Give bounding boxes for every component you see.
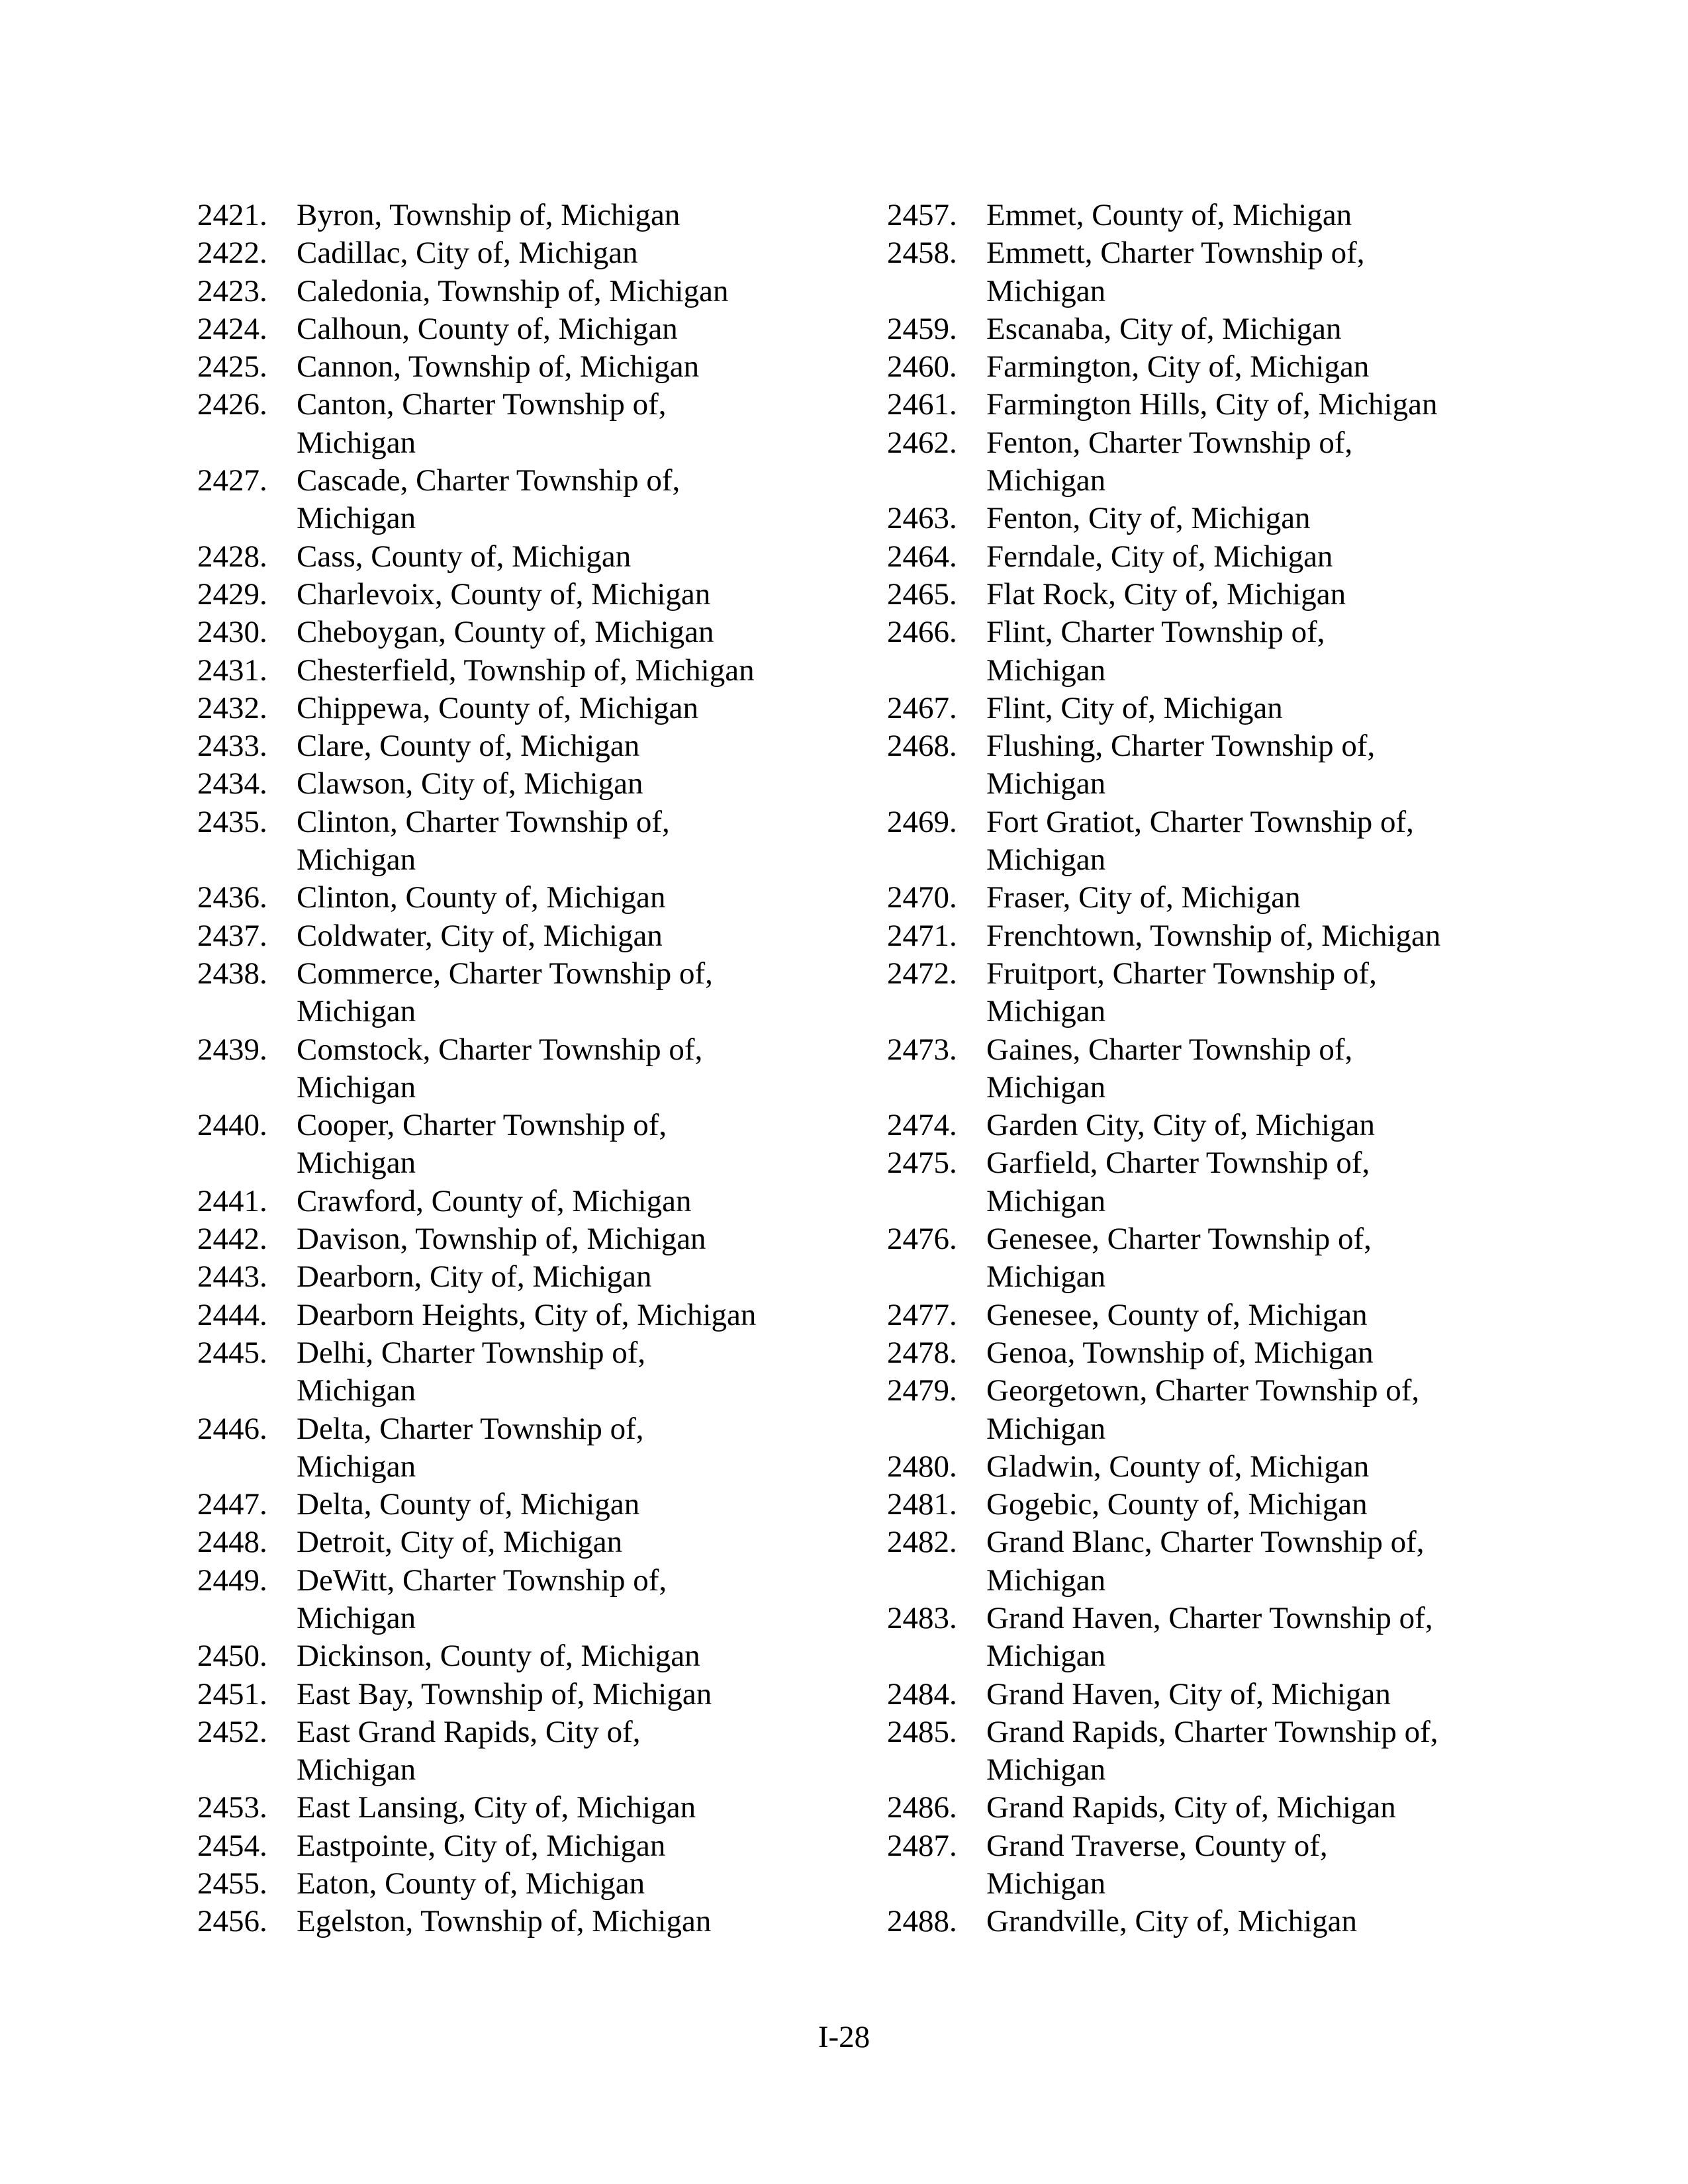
entry-line: Frenchtown, Township of, Michigan [986, 918, 1441, 953]
list-item [197, 1676, 859, 1713]
entry-number: 2466. [887, 615, 957, 650]
entry-text [986, 955, 1503, 1031]
list-item [887, 1713, 1549, 1790]
entry-number: 2470. [887, 880, 957, 915]
list-item [197, 652, 859, 690]
list-item [887, 1107, 1549, 1144]
list-item [197, 955, 859, 1031]
entry-text [297, 1713, 813, 1790]
list-item [887, 386, 1549, 424]
entry-text [986, 348, 1503, 386]
list-item [197, 690, 859, 727]
entry-line: Canton, Charter Township of, [297, 387, 667, 422]
list-item [197, 386, 859, 462]
entry-number: 2432. [197, 690, 267, 725]
entry-line: Clare, County of, Michigan [297, 729, 640, 764]
list-item [197, 462, 859, 538]
entry-line: Detroit, City of, Michigan [297, 1525, 623, 1560]
entry-text [297, 348, 813, 386]
entry-text [986, 1297, 1503, 1334]
entry-line: Chesterfield, Township of, Michigan [297, 653, 755, 688]
list-item [197, 1297, 859, 1334]
entry-line: Michigan [297, 1146, 416, 1181]
entry-number: 2461. [887, 387, 957, 422]
entry-number: 2487. [887, 1828, 957, 1863]
entry-number: 2441. [197, 1183, 267, 1218]
entry-text [986, 1220, 1503, 1297]
list-item [887, 1144, 1549, 1220]
entry-text [986, 234, 1503, 310]
entry-line: Charlevoix, County of, Michigan [297, 576, 711, 612]
list-item [887, 879, 1549, 917]
list-item [197, 1486, 859, 1524]
entry-text [297, 652, 813, 690]
entry-number: 2465. [887, 576, 957, 612]
entry-number: 2477. [887, 1297, 957, 1332]
entry-line: Fenton, City of, Michigan [986, 501, 1311, 536]
entry-text [986, 727, 1503, 803]
entry-number: 2446. [197, 1411, 267, 1446]
list-item [887, 424, 1549, 500]
entry-number: 2472. [887, 956, 957, 991]
entry-line: Grand Rapids, Charter Township of, [986, 1714, 1438, 1749]
list-item [887, 614, 1549, 690]
entry-text [986, 1600, 1503, 1676]
entry-number: 2423. [197, 273, 267, 308]
entry-text [986, 1107, 1503, 1144]
entry-line: Eaton, County of, Michigan [297, 1866, 645, 1901]
entry-number: 2436. [197, 880, 267, 915]
entry-text [986, 1144, 1503, 1220]
entry-text [986, 1486, 1503, 1524]
entry-text [297, 614, 813, 651]
entry-number: 2445. [197, 1335, 267, 1370]
entry-line: DeWitt, Charter Township of, [297, 1563, 667, 1598]
entry-text [297, 1865, 813, 1903]
entry-number: 2457. [887, 198, 957, 232]
entry-line: Calhoun, County of, Michigan [297, 311, 678, 346]
entry-number: 2422. [197, 236, 267, 271]
entry-text [297, 1183, 813, 1220]
list-item [887, 1334, 1549, 1372]
entry-line: Michigan [986, 1639, 1106, 1674]
entry-text [297, 955, 813, 1031]
entry-text [297, 576, 813, 614]
entry-text [297, 1334, 813, 1410]
entry-text [297, 1486, 813, 1524]
entry-number: 2437. [197, 918, 267, 953]
entry-number: 2424. [197, 311, 267, 346]
entry-line: Farmington Hills, City of, Michigan [986, 387, 1438, 422]
entry-line: Michigan [986, 1183, 1106, 1218]
list-item [197, 917, 859, 955]
entry-line: Ferndale, City of, Michigan [986, 539, 1333, 574]
entry-number: 2480. [887, 1449, 957, 1484]
list-item [197, 1903, 859, 1940]
list-item [197, 1220, 859, 1258]
entry-number: 2440. [197, 1108, 267, 1143]
entry-text [986, 1713, 1503, 1790]
entry-line: Genesee, County of, Michigan [986, 1297, 1368, 1332]
entry-line: Grandville, City of, Michigan [986, 1904, 1357, 1939]
entry-number: 2482. [887, 1525, 957, 1560]
list-item [887, 1827, 1549, 1903]
entry-text [297, 310, 813, 348]
entry-number: 2479. [887, 1373, 957, 1408]
list-item [197, 1183, 859, 1220]
entry-text [986, 576, 1503, 614]
entry-line: Clinton, Charter Township of, [297, 804, 670, 839]
entry-line: Davison, Township of, Michigan [297, 1222, 706, 1257]
entry-number: 2475. [887, 1146, 957, 1181]
entry-text [986, 1031, 1503, 1107]
entry-line: Egelston, Township of, Michigan [297, 1904, 712, 1939]
entry-text [986, 424, 1503, 500]
entry-line: East Grand Rapids, City of, [297, 1714, 641, 1749]
list-item [887, 727, 1549, 803]
entry-number: 2486. [887, 1790, 957, 1825]
entry-number: 2483. [887, 1600, 957, 1635]
entry-line: Michigan [986, 1259, 1106, 1295]
entry-number: 2464. [887, 539, 957, 574]
entry-text [297, 1410, 813, 1486]
entry-number: 2433. [197, 729, 267, 764]
list-item [197, 197, 859, 234]
entry-text [986, 1448, 1503, 1486]
entry-number: 2443. [197, 1259, 267, 1295]
entry-number: 2444. [197, 1297, 267, 1332]
page-number: I-28 [818, 2020, 870, 2054]
entry-line: Grand Haven, City of, Michigan [986, 1676, 1391, 1711]
entry-text [297, 690, 813, 727]
entry-line: Comstock, Charter Township of, [297, 1032, 703, 1067]
list-item [197, 1258, 859, 1296]
list-item [197, 1562, 859, 1638]
list-item [197, 1713, 859, 1790]
entry-text [986, 1334, 1503, 1372]
list-item [197, 803, 859, 880]
entry-text [297, 197, 813, 234]
entry-line: Michigan [297, 1752, 416, 1788]
list-item [887, 1676, 1549, 1713]
entry-number: 2452. [197, 1714, 267, 1749]
entry-line: Michigan [297, 501, 416, 536]
entry-line: Fruitport, Charter Township of, [986, 956, 1377, 991]
entry-line: Michigan [986, 273, 1106, 308]
list-item [197, 1031, 859, 1107]
entry-line: Grand Haven, Charter Township of, [986, 1600, 1433, 1635]
entry-number: 2462. [887, 425, 957, 460]
entry-line: Michigan [986, 766, 1106, 801]
entry-text [297, 538, 813, 576]
entry-text [297, 1562, 813, 1638]
entry-line: Eastpointe, City of, Michigan [297, 1828, 666, 1863]
entry-number: 2450. [197, 1639, 267, 1674]
entry-line: Gogebic, County of, Michigan [986, 1487, 1368, 1522]
list-item [197, 310, 859, 348]
list-item [887, 234, 1549, 310]
entry-number: 2439. [197, 1032, 267, 1067]
entry-number: 2427. [197, 463, 267, 498]
entry-text [986, 917, 1503, 955]
entry-text [297, 803, 813, 880]
entry-line: Garden City, City of, Michigan [986, 1108, 1375, 1143]
list-item [887, 955, 1549, 1031]
entry-text [986, 386, 1503, 424]
entry-line: Crawford, County of, Michigan [297, 1183, 692, 1218]
entry-number: 2434. [197, 766, 267, 801]
entry-number: 2468. [887, 729, 957, 764]
entry-line: Michigan [297, 1373, 416, 1408]
entry-number: 2484. [887, 1676, 957, 1711]
entry-text [986, 1372, 1503, 1448]
entry-number: 2471. [887, 918, 957, 953]
list-item [197, 879, 859, 917]
entry-text [297, 765, 813, 803]
list-item [887, 1372, 1549, 1448]
entry-line: Michigan [297, 1600, 416, 1635]
entry-line: Michigan [297, 994, 416, 1029]
entry-number: 2459. [887, 311, 957, 346]
entry-line: Michigan [986, 1411, 1106, 1446]
right-column [887, 197, 1549, 1941]
entry-number: 2425. [197, 349, 267, 385]
entry-line: Commerce, Charter Township of, [297, 956, 713, 991]
entry-number: 2460. [887, 349, 957, 385]
entry-text [297, 1220, 813, 1258]
entry-line: Fenton, Charter Township of, [986, 425, 1353, 460]
entry-text [986, 690, 1503, 727]
list-item [887, 1448, 1549, 1486]
list-item [197, 538, 859, 576]
list-item [197, 614, 859, 651]
entry-line: Clinton, County of, Michigan [297, 880, 666, 915]
entry-line: Fort Gratiot, Charter Township of, [986, 804, 1414, 839]
entry-text [986, 614, 1503, 690]
list-item [887, 690, 1549, 727]
entry-text [986, 197, 1503, 234]
entry-text [986, 310, 1503, 348]
entry-line: Michigan [297, 425, 416, 460]
list-item [197, 1865, 859, 1903]
entry-line: Michigan [986, 1866, 1106, 1901]
list-item [197, 1524, 859, 1561]
entry-line: Emmet, County of, Michigan [986, 198, 1352, 232]
entry-number: 2447. [197, 1487, 267, 1522]
entry-line: Chippewa, County of, Michigan [297, 690, 699, 725]
entry-line: Flint, City of, Michigan [986, 690, 1283, 725]
list-item [887, 1600, 1549, 1676]
entry-number: 2438. [197, 956, 267, 991]
entry-line: Emmett, Charter Township of, [986, 236, 1365, 271]
entry-text [297, 1903, 813, 1940]
entry-line: East Lansing, City of, Michigan [297, 1790, 696, 1825]
list-item [887, 917, 1549, 955]
entry-text [297, 1676, 813, 1713]
entry-text [986, 879, 1503, 917]
entry-number: 2442. [197, 1222, 267, 1257]
entry-number: 2481. [887, 1487, 957, 1522]
entry-number: 2474. [887, 1108, 957, 1143]
entry-line: Genoa, Township of, Michigan [986, 1335, 1374, 1370]
list-item [887, 348, 1549, 386]
entry-text [986, 1789, 1503, 1827]
entry-number: 2448. [197, 1525, 267, 1560]
list-item [197, 1827, 859, 1865]
entry-line: Flushing, Charter Township of, [986, 729, 1376, 764]
entry-text [297, 1827, 813, 1865]
list-item [887, 1220, 1549, 1297]
entry-line: Garfield, Charter Township of, [986, 1146, 1370, 1181]
entry-number: 2473. [887, 1032, 957, 1067]
list-item [197, 348, 859, 386]
entry-line: Cascade, Charter Township of, [297, 463, 680, 498]
entry-text [986, 1827, 1503, 1903]
list-item [197, 234, 859, 272]
entry-line: Michigan [297, 842, 416, 878]
list-item [197, 576, 859, 614]
entry-line: Grand Blanc, Charter Township of, [986, 1525, 1425, 1560]
entry-line: Cass, County of, Michigan [297, 539, 632, 574]
entry-number: 2429. [197, 576, 267, 612]
entry-number: 2435. [197, 804, 267, 839]
entry-text [297, 727, 813, 765]
entry-number: 2458. [887, 236, 957, 271]
entry-number: 2456. [197, 1904, 267, 1939]
entry-line: Gladwin, County of, Michigan [986, 1449, 1370, 1484]
entry-text [986, 538, 1503, 576]
entry-text [297, 879, 813, 917]
entry-number: 2428. [197, 539, 267, 574]
entry-number: 2476. [887, 1222, 957, 1257]
entry-text [297, 1789, 813, 1827]
entry-number: 2469. [887, 804, 957, 839]
entry-text [986, 1524, 1503, 1600]
entry-line: Michigan [986, 653, 1106, 688]
entry-text [297, 1258, 813, 1296]
entry-line: Dickinson, County of, Michigan [297, 1639, 700, 1674]
entry-line: Cadillac, City of, Michigan [297, 236, 638, 271]
entry-line: Grand Rapids, City of, Michigan [986, 1790, 1396, 1825]
entry-number: 2478. [887, 1335, 957, 1370]
list-item [197, 727, 859, 765]
list-item [887, 1486, 1549, 1524]
entry-line: Escanaba, City of, Michigan [986, 311, 1342, 346]
list-item [887, 1524, 1549, 1600]
entry-text [986, 803, 1503, 880]
list-item [887, 576, 1549, 614]
entry-text [297, 234, 813, 272]
entry-number: 2431. [197, 653, 267, 688]
list-item [887, 500, 1549, 537]
entry-line: Georgetown, Charter Township of, [986, 1373, 1420, 1408]
entry-text [297, 386, 813, 462]
entry-line: Genesee, Charter Township of, [986, 1222, 1372, 1257]
entry-text [986, 1903, 1503, 1940]
entry-number: 2453. [197, 1790, 267, 1825]
entry-line: Gaines, Charter Township of, [986, 1032, 1353, 1067]
entry-text [986, 500, 1503, 537]
entry-line: Cheboygan, County of, Michigan [297, 615, 714, 650]
list-item [887, 1297, 1549, 1334]
entry-line: Cannon, Township of, Michigan [297, 349, 700, 385]
list-item [887, 538, 1549, 576]
list-item [197, 1410, 859, 1486]
entry-line: Delta, County of, Michigan [297, 1487, 640, 1522]
entry-line: Michigan [986, 463, 1106, 498]
entry-line: Michigan [986, 1752, 1106, 1788]
list-item [197, 765, 859, 803]
entry-text [297, 1107, 813, 1183]
entry-number: 2467. [887, 690, 957, 725]
entry-line: Dearborn, City of, Michigan [297, 1259, 652, 1295]
entry-line: Clawson, City of, Michigan [297, 766, 643, 801]
entry-number: 2426. [197, 387, 267, 422]
list-item [887, 197, 1549, 234]
entry-line: Delhi, Charter Township of, [297, 1335, 646, 1370]
list-item [197, 1789, 859, 1827]
list-item [197, 1637, 859, 1675]
list-item [887, 1789, 1549, 1827]
entry-line: Caledonia, Township of, Michigan [297, 273, 729, 308]
entry-line: Michigan [297, 1069, 416, 1105]
entry-text [297, 917, 813, 955]
list-item [887, 1031, 1549, 1107]
list-item [887, 803, 1549, 880]
entry-number: 2488. [887, 1904, 957, 1939]
entry-line: Grand Traverse, County of, [986, 1828, 1328, 1863]
entry-text [297, 462, 813, 538]
entry-number: 2485. [887, 1714, 957, 1749]
entry-number: 2430. [197, 615, 267, 650]
entry-text [297, 1637, 813, 1675]
entry-line: Michigan [297, 1449, 416, 1484]
entry-line: Coldwater, City of, Michigan [297, 918, 663, 953]
entry-number: 2455. [197, 1866, 267, 1901]
entry-line: Byron, Township of, Michigan [297, 198, 680, 232]
entry-text [297, 1524, 813, 1561]
entry-text [297, 273, 813, 310]
entry-number: 2463. [887, 501, 957, 536]
left-column [197, 197, 859, 1941]
entry-number: 2454. [197, 1828, 267, 1863]
entry-text [297, 1031, 813, 1107]
entry-line: Dearborn Heights, City of, Michigan [297, 1297, 757, 1332]
entry-line: Fraser, City of, Michigan [986, 880, 1301, 915]
entry-text [986, 1676, 1503, 1713]
list-item [197, 273, 859, 310]
entry-line: Flint, Charter Township of, [986, 615, 1325, 650]
entry-line: Michigan [986, 1069, 1106, 1105]
entry-line: Cooper, Charter Township of, [297, 1108, 667, 1143]
entry-line: Michigan [986, 994, 1106, 1029]
entry-number: 2421. [197, 198, 267, 232]
list-item [197, 1107, 859, 1183]
entry-line: Flat Rock, City of, Michigan [986, 576, 1346, 612]
entry-line: Michigan [986, 842, 1106, 878]
list-item [887, 1903, 1549, 1940]
list-item [887, 310, 1549, 348]
entry-line: Farmington, City of, Michigan [986, 349, 1370, 385]
entry-line: Michigan [986, 1563, 1106, 1598]
list-item [197, 1334, 859, 1410]
entry-number: 2451. [197, 1676, 267, 1711]
entry-line: Delta, Charter Township of, [297, 1411, 644, 1446]
entry-text [297, 1297, 813, 1334]
entry-number: 2449. [197, 1563, 267, 1598]
entry-line: East Bay, Township of, Michigan [297, 1676, 712, 1711]
